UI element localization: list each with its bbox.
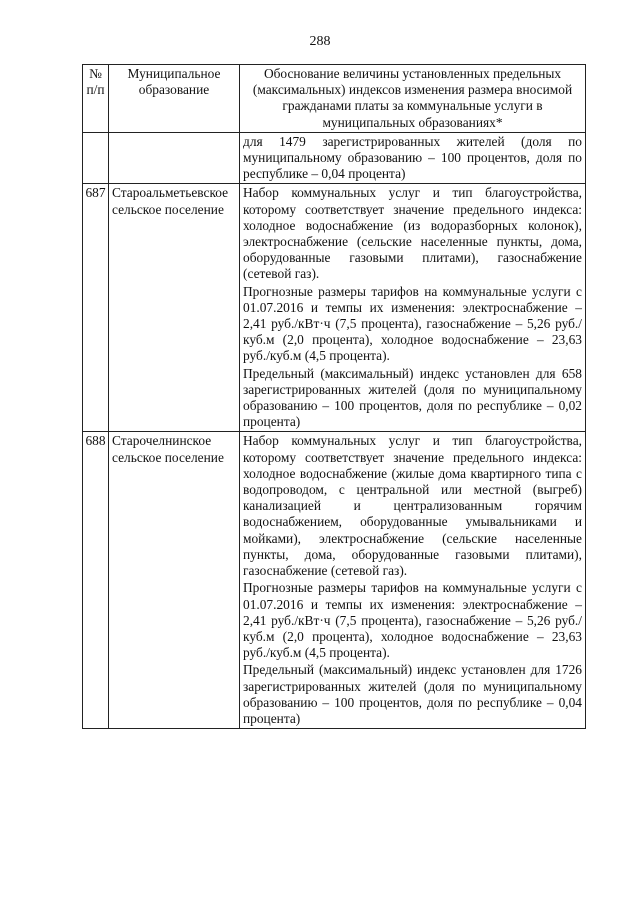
continuation-municipality-cell: [109, 132, 240, 184]
table-header-row: [83, 65, 586, 133]
index-limit-paragraph: Предельный (максимальный) индекс установлен для 658 зарегистрированных жителей (доля по муниципальному образованию – 100 процентов, доля по республике – 0,02 процента): [243, 365, 582, 430]
index-limit-paragraph: Предельный (максимальный) индекс установлен для 1726 зарегистрированных жителей (доля по муниципальному образованию – 100 процентов, доля по республике – 0,04 процента): [243, 662, 582, 726]
continuation-text: [240, 132, 586, 184]
table-row-688: [83, 432, 586, 729]
continuation-paragraph: для 1479 зарегистрированных жителей (доля по муниципальному образованию – 100 процентов, доля по республике – 0,04 процента): [243, 133, 582, 182]
header-justification: Обоснование величины установленных предельных (максимальных) индексов изменения размера вносимой гражданами платы за коммунальные услуги в муниципальных образованиях*: [240, 65, 586, 133]
service-set-paragraph: Набор коммунальных услуг и тип благоустройства, которому соответствует значение предельного индекса: холодное водоснабжение (из водоразборных колонок), электроснабжение (сельские населенные пункты, дома, оборудованные газовыми плитами), газоснабжение (сетевой газ).: [243, 185, 582, 282]
page-number: 288: [309, 34, 331, 49]
continuation-number-cell: [83, 132, 109, 184]
tariff-forecast-paragraph: Прогнозные размеры тарифов на коммунальные услуги с 01.07.2016 и темпы их изменения: электроснабжение – 2,41 руб./кВт·ч (7,5 процента), газоснабжение – 5,26 руб./куб.м (2,0 процента), холодное водоснабжение – 23,63 руб./куб.м (4,5 процента).: [243, 580, 582, 661]
table-row-687: [83, 184, 586, 432]
header-number: № п/п: [83, 65, 109, 133]
row-justification: [240, 184, 586, 432]
service-set-paragraph: Набор коммунальных услуг и тип благоустройства, которому соответствует значение предельного индекса: холодное водоснабжение (жилые дома квартирного типа с водопроводом, с центральной или местной (выгреб) канализацией и централизованным горячим водоснабжением, оборудованные умывальниками и мойками), электроснабжение (сельские населенные пункты, дома, оборудованные газовыми плитами), газоснабжение (сетевой газ).: [243, 433, 582, 579]
row-justification: [240, 432, 586, 729]
tariff-index-table: [82, 64, 586, 729]
row-municipality: Старочелнинское сельское поселение: [109, 432, 240, 729]
table-row-continuation: [83, 132, 586, 184]
tariff-forecast-paragraph: Прогнозные размеры тарифов на коммунальные услуги с 01.07.2016 и темпы их изменения: электроснабжение – 2,41 руб./кВт·ч (7,5 процента), газоснабжение – 5,26 руб./куб.м (2,0 процента), холодное водоснабжение – 23,63 руб./куб.м (4,5 процента).: [243, 283, 582, 364]
header-municipality: Муниципальное образование: [109, 65, 240, 133]
row-number: 687: [83, 184, 109, 432]
row-number: 688: [83, 432, 109, 729]
row-municipality: Староальметьевское сельское поселение: [109, 184, 240, 432]
